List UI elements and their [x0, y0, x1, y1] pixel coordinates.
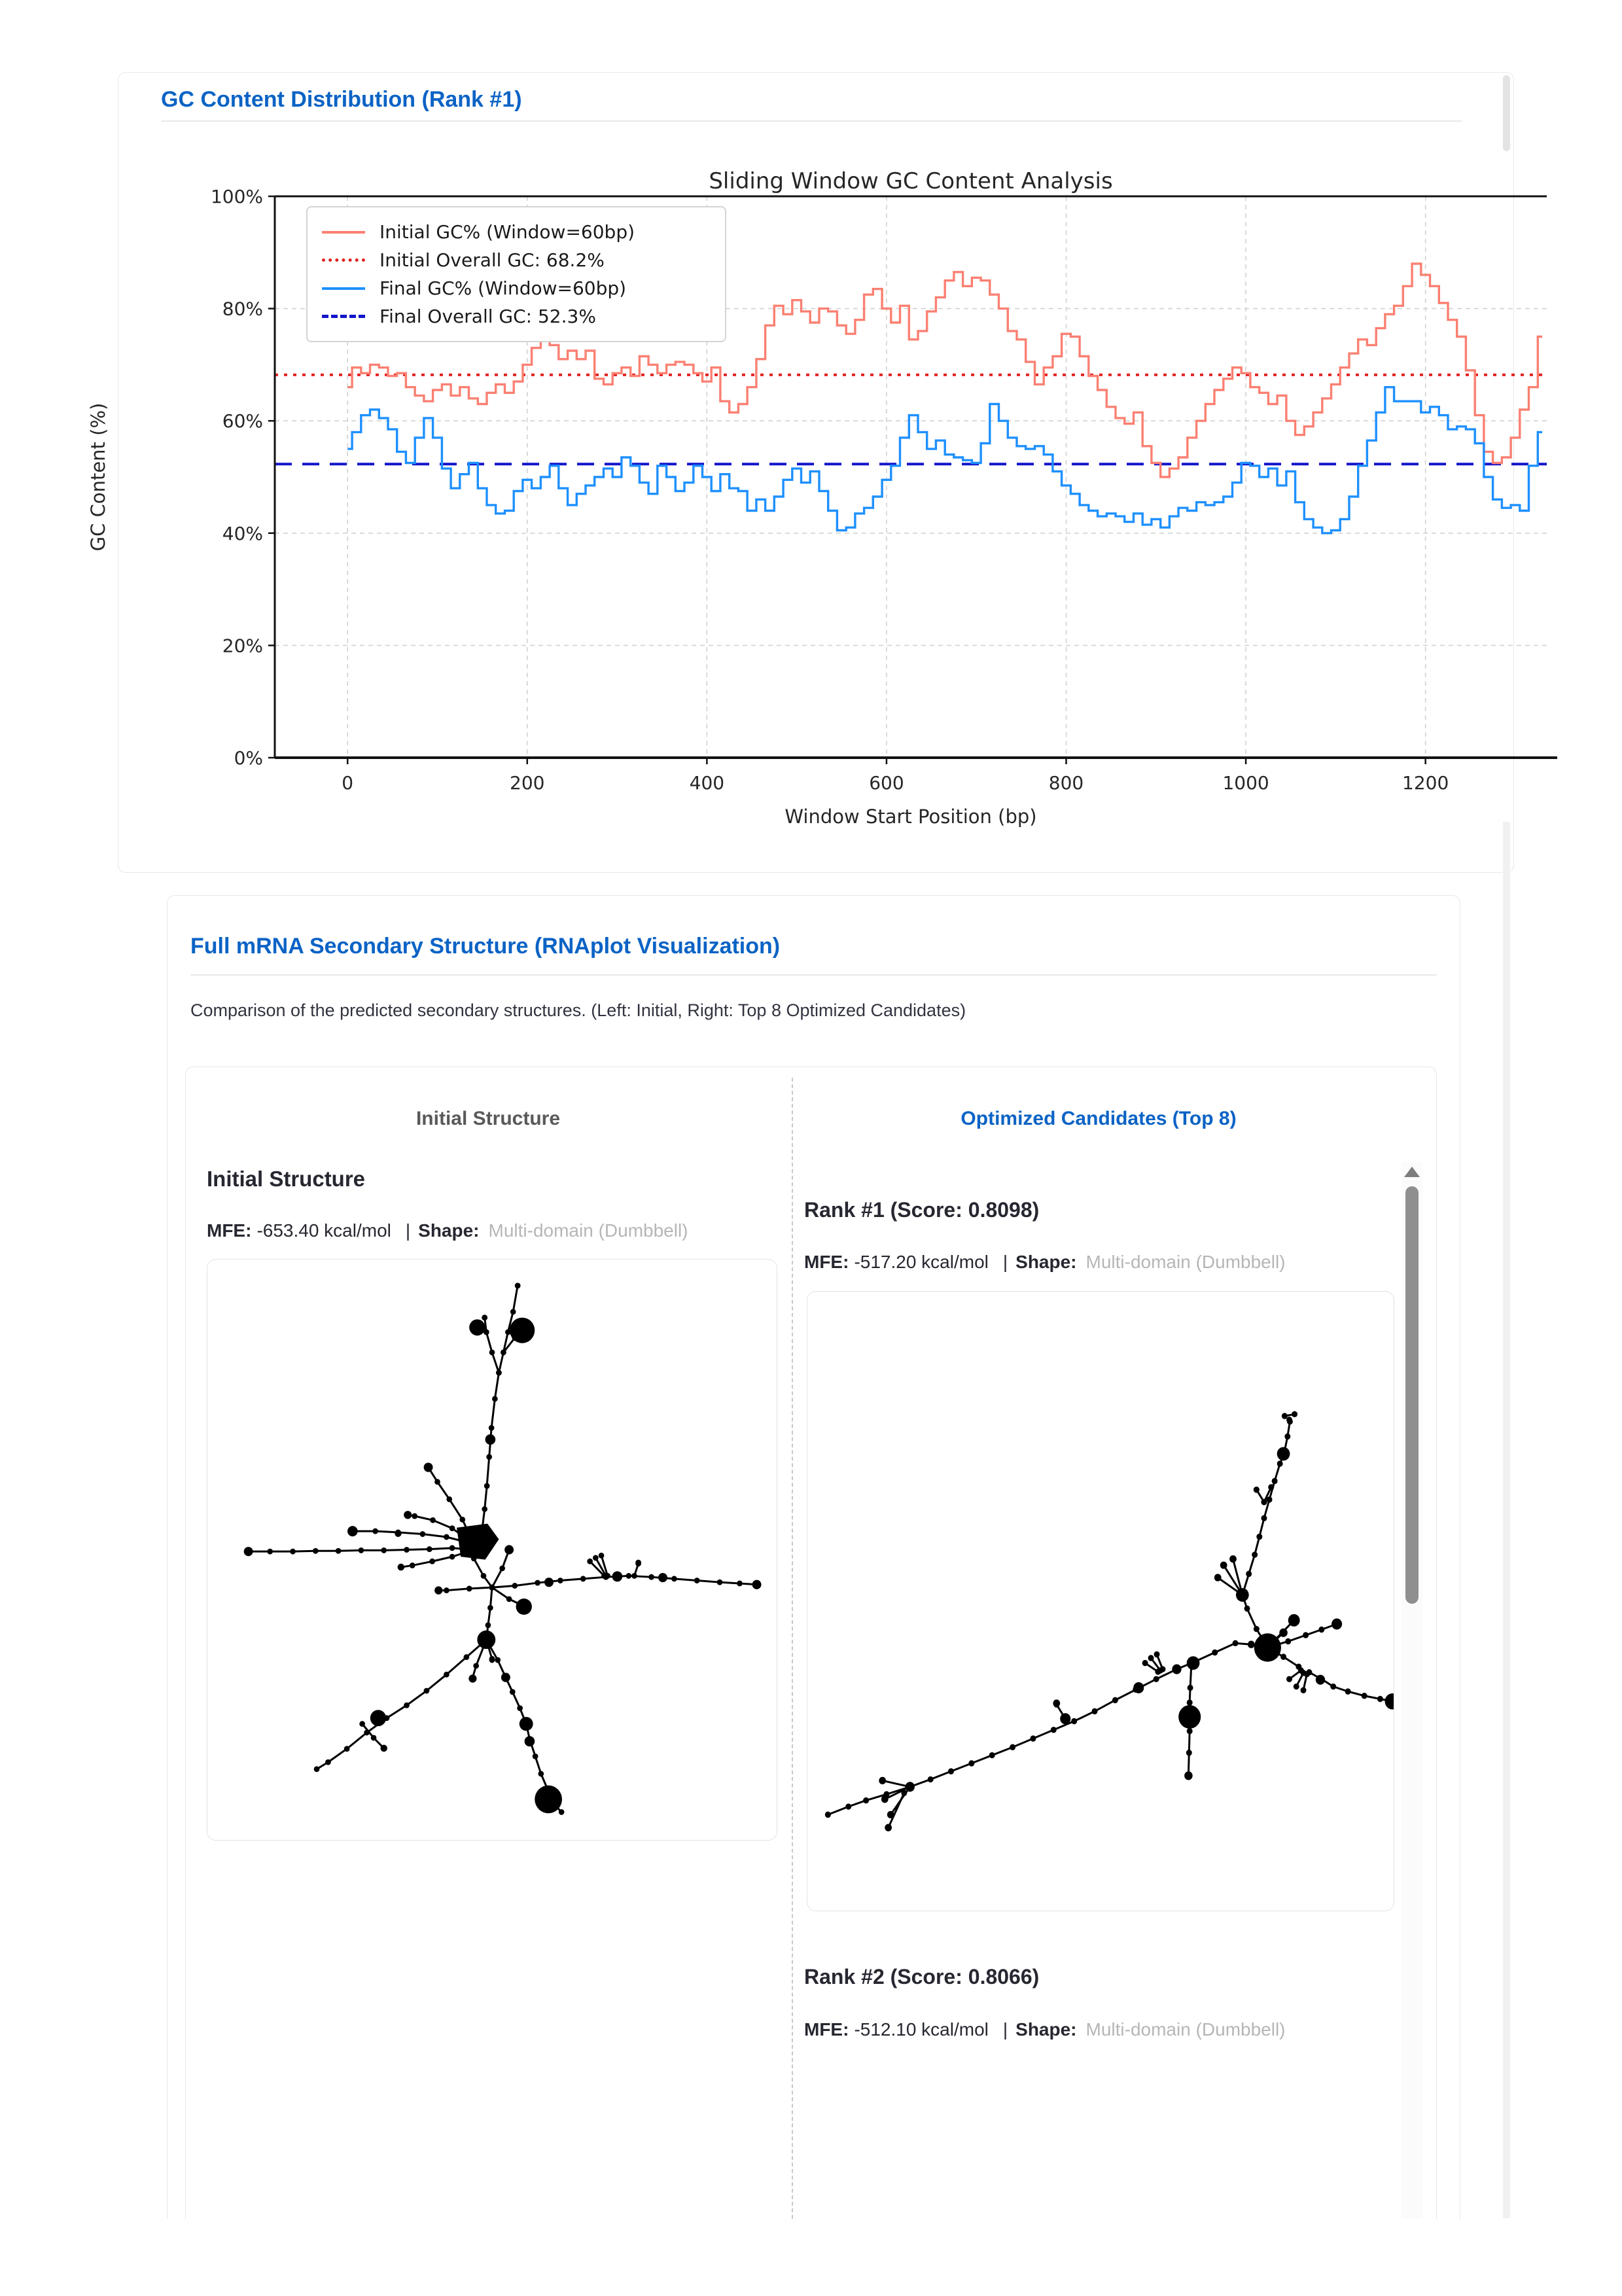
svg-text:1000: 1000: [1222, 772, 1269, 794]
legend-item-final-gc: [322, 274, 711, 302]
shape-value: Multi-domain (Dumbbell): [1085, 1252, 1286, 1272]
svg-text:GC Content (%): GC Content (%): [87, 402, 109, 552]
svg-text:800: 800: [1048, 772, 1084, 794]
page-scrollbar-track[interactable]: [1503, 822, 1510, 2218]
legend-item-final-overall: [322, 302, 711, 330]
structure-card-description: Comparison of the predicted secondary structures. (Left: Initial, Right: Top 8 Optimized Candidates): [190, 1000, 966, 1020]
gc-content-card: [118, 72, 1514, 873]
shape-label: Shape:: [1015, 2019, 1077, 2040]
svg-text:200: 200: [510, 772, 545, 794]
comparison-container: [185, 1067, 1437, 2219]
navy-dashed-line-swatch: [322, 315, 365, 318]
mfe-label: MFE:: [207, 1220, 252, 1241]
shape-value: Multi-domain (Dumbbell): [488, 1220, 688, 1241]
legend-label: Initial GC% (Window=60bp): [379, 221, 635, 243]
shape-label: Shape:: [1015, 1252, 1077, 1272]
mfe-label: MFE:: [804, 1252, 849, 1272]
svg-text:100%: 100%: [210, 186, 263, 207]
gc-card-title: GC Content Distribution (Rank #1): [161, 87, 522, 112]
page-scrollbar-thumb[interactable]: [1503, 75, 1510, 151]
structure-card-divider: [190, 974, 1437, 976]
structure-card-title: Full mRNA Secondary Structure (RNAplot Visualization): [190, 934, 781, 959]
separator: |: [1002, 1252, 1008, 1272]
chart-legend: [306, 206, 726, 342]
red-dotted-line-swatch: [322, 258, 365, 262]
svg-text:0: 0: [342, 772, 354, 794]
legend-item-initial-overall: [322, 246, 711, 274]
separator: |: [1002, 2019, 1008, 2040]
blue-line-swatch: [322, 287, 365, 290]
separator: |: [405, 1220, 411, 1241]
svg-text:0%: 0%: [234, 747, 263, 769]
gc-card-divider: [161, 120, 1462, 122]
column-divider: [792, 1078, 793, 2219]
svg-text:20%: 20%: [222, 635, 263, 657]
initial-structure-column-header: Initial Structure: [415, 1108, 561, 1129]
svg-text:400: 400: [689, 772, 725, 794]
optimized-candidates-column-header: Optimized Candidates (Top 8): [961, 1108, 1237, 1129]
svg-text:60%: 60%: [222, 410, 263, 433]
initial-structure-plot: [207, 1259, 777, 1841]
initial-structure-subheader: Initial Structure: [207, 1167, 366, 1191]
rank1-structure-svg: [807, 1292, 1394, 1911]
mfe-value: -512.10 kcal/mol: [854, 2019, 989, 2040]
svg-text:600: 600: [869, 772, 904, 794]
candidates-scrollbar-thumb[interactable]: [1405, 1186, 1419, 1604]
svg-text:40%: 40%: [222, 522, 263, 544]
rank1-structure-plot: [807, 1291, 1394, 1911]
legend-item-initial-gc: [322, 218, 711, 246]
legend-label: Initial Overall GC: 68.2%: [379, 249, 605, 271]
legend-label: Final Overall GC: 52.3%: [379, 306, 596, 327]
mfe-value: -517.20 kcal/mol: [854, 1252, 989, 1272]
rank2-mfe-line: [804, 2019, 1286, 2040]
svg-text:80%: 80%: [222, 298, 263, 320]
shape-label: Shape:: [418, 1220, 480, 1241]
mfe-value: -653.40 kcal/mol: [256, 1220, 391, 1241]
salmon-line-swatch: [322, 231, 365, 234]
rank1-heading: Rank #1 (Score: 0.8098): [804, 1198, 1040, 1222]
scroll-up-arrow-icon[interactable]: [1404, 1167, 1420, 1177]
rank1-mfe-line: [804, 1252, 1286, 1273]
svg-text:1200: 1200: [1402, 772, 1449, 794]
initial-structure-mfe-line: [207, 1220, 688, 1241]
svg-text:Window Start Position (bp): Window Start Position (bp): [785, 805, 1037, 828]
svg-text:Sliding Window GC Content Anal: Sliding Window GC Content Analysis: [709, 168, 1113, 194]
legend-label: Final GC% (Window=60bp): [379, 277, 627, 299]
shape-value: Multi-domain (Dumbbell): [1085, 2019, 1286, 2040]
initial-structure-svg: [207, 1260, 777, 1840]
rank2-heading: Rank #2 (Score: 0.8066): [804, 1965, 1040, 1988]
mfe-label: MFE:: [804, 2019, 849, 2040]
